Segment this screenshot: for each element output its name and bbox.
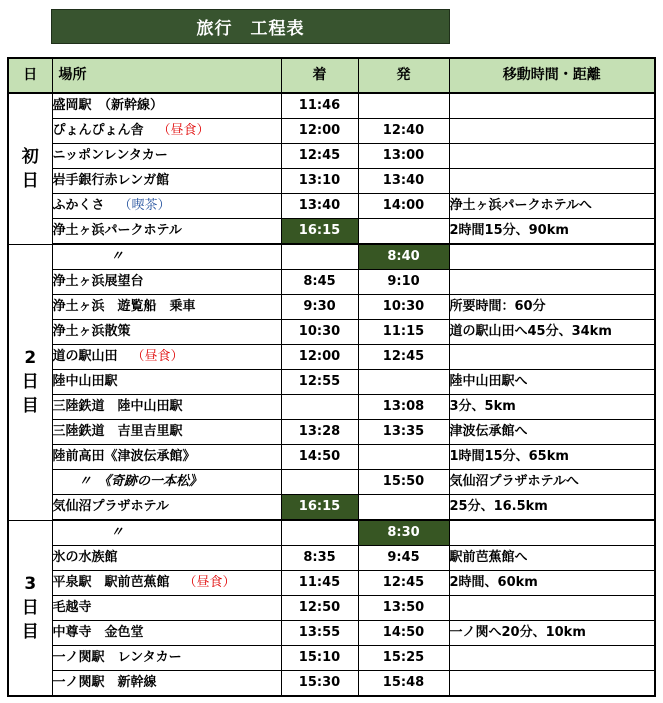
travel-note: 道の駅山田へ45分、34km <box>449 320 655 345</box>
place-cell <box>52 345 281 370</box>
depart-time: 9:45 <box>358 546 449 571</box>
place-name: ふかくさ <box>52 198 105 213</box>
header-arrive: 着 <box>281 58 358 93</box>
arrive-time: 12:45 <box>281 144 358 169</box>
meal-tag: （昼食） <box>157 123 210 138</box>
depart-time <box>358 495 449 521</box>
place-cell <box>52 119 281 144</box>
header-travel: 移動時間・距離 <box>449 58 655 93</box>
table-row <box>8 320 655 345</box>
place-cell <box>52 621 281 646</box>
place-cell <box>52 495 281 521</box>
header-place: 場所 <box>52 58 281 93</box>
depart-time: 15:48 <box>358 671 449 697</box>
itinerary-body <box>8 93 655 696</box>
depart-time: 15:25 <box>358 646 449 671</box>
depart-time <box>358 93 449 119</box>
place-name: 浄土ヶ浜散策 <box>52 324 131 339</box>
day-char: 初 <box>21 146 39 167</box>
travel-note: 2時間15分、90km <box>449 219 655 245</box>
travel-note <box>449 520 655 546</box>
arrive-time <box>281 520 358 546</box>
table-row <box>8 520 655 546</box>
place-cell <box>52 219 281 245</box>
travel-note: 浄土ヶ浜パークホテルへ <box>449 194 655 219</box>
place-cell <box>52 445 281 470</box>
depart-time: 14:00 <box>358 194 449 219</box>
header-day: 日 <box>8 58 52 93</box>
travel-note <box>449 144 655 169</box>
place-name: 毛越寺 <box>52 600 92 615</box>
arrive-time: 13:55 <box>281 621 358 646</box>
arrive-time <box>281 395 358 420</box>
table-row <box>8 93 655 119</box>
place-name: 〃 <box>110 249 124 264</box>
arrive-time <box>281 470 358 495</box>
arrive-time: 12:50 <box>281 596 358 621</box>
arrive-time: 15:10 <box>281 646 358 671</box>
place-cell <box>52 169 281 194</box>
table-row <box>8 621 655 646</box>
day-label <box>8 520 52 696</box>
place-cell <box>52 144 281 169</box>
table-row <box>8 646 655 671</box>
arrive-time: 15:30 <box>281 671 358 697</box>
place-cell <box>52 671 281 697</box>
day-char: 3 <box>24 573 37 594</box>
travel-note <box>449 345 655 370</box>
travel-note <box>449 119 655 144</box>
travel-note <box>449 93 655 119</box>
place-name: 気仙沼プラザホテル <box>52 499 169 514</box>
place-cell <box>52 244 281 270</box>
depart-time: 13:08 <box>358 395 449 420</box>
depart-time: 11:15 <box>358 320 449 345</box>
depart-time: 8:30 <box>358 520 449 546</box>
place-cell <box>52 546 281 571</box>
table-row <box>8 219 655 245</box>
arrive-time: 13:40 <box>281 194 358 219</box>
table-row <box>8 420 655 445</box>
travel-note: 1時間15分、65km <box>449 445 655 470</box>
depart-time: 13:50 <box>358 596 449 621</box>
place-name: 道の駅山田 <box>52 349 118 364</box>
day-label <box>8 244 52 520</box>
depart-time: 13:00 <box>358 144 449 169</box>
place-cell <box>52 571 281 596</box>
depart-time: 13:40 <box>358 169 449 194</box>
place-cell <box>52 93 281 119</box>
place-name: 氷の水族館 <box>52 550 118 565</box>
travel-note <box>449 169 655 194</box>
depart-time: 14:50 <box>358 621 449 646</box>
place-name: 盛岡駅 （新幹線） <box>52 98 164 113</box>
place-name: 陸中山田駅 <box>52 374 118 389</box>
depart-time: 12:45 <box>358 571 449 596</box>
travel-note: 陸中山田駅へ <box>449 370 655 395</box>
table-row <box>8 295 655 320</box>
itinerary-table <box>7 57 656 697</box>
arrive-time: 10:30 <box>281 320 358 345</box>
place-name: 陸前高田《津波伝承館》 <box>52 449 196 464</box>
arrive-time <box>281 244 358 270</box>
meal-tag: （昼食） <box>131 349 184 364</box>
place-cell <box>52 470 281 495</box>
arrive-time: 11:46 <box>281 93 358 119</box>
depart-time: 12:40 <box>358 119 449 144</box>
travel-note <box>449 671 655 697</box>
table-row <box>8 270 655 295</box>
day-char: 目 <box>21 621 39 642</box>
arrive-time: 9:30 <box>281 295 358 320</box>
place-name: 〃 <box>110 525 124 540</box>
place-cell <box>52 420 281 445</box>
depart-time <box>358 219 449 245</box>
travel-note <box>449 270 655 295</box>
arrive-time: 16:15 <box>281 495 358 521</box>
place-name: 浄土ヶ浜パークホテル <box>52 223 182 238</box>
arrive-time: 16:15 <box>281 219 358 245</box>
arrive-time: 12:00 <box>281 119 358 144</box>
table-row <box>8 546 655 571</box>
depart-time: 12:45 <box>358 345 449 370</box>
table-row <box>8 119 655 144</box>
place-name: ニッポンレンタカー <box>52 148 168 163</box>
place-cell <box>52 194 281 219</box>
arrive-time: 13:10 <box>281 169 358 194</box>
table-row <box>8 144 655 169</box>
place-name: 一ノ関駅 新幹線 <box>52 675 157 690</box>
table-row <box>8 596 655 621</box>
day-label <box>8 93 52 244</box>
depart-time: 13:35 <box>358 420 449 445</box>
travel-note: 気仙沼プラザホテルへ <box>449 470 655 495</box>
depart-time <box>358 370 449 395</box>
depart-time: 15:50 <box>358 470 449 495</box>
table-row <box>8 571 655 596</box>
place-cell <box>52 270 281 295</box>
arrive-time: 8:45 <box>281 270 358 295</box>
place-name: 浄土ヶ浜 遊覧船 乗車 <box>52 299 196 314</box>
travel-note: 25分、16.5km <box>449 495 655 521</box>
header-depart: 発 <box>358 58 449 93</box>
place-cell <box>52 596 281 621</box>
place-cell <box>52 370 281 395</box>
travel-note <box>449 244 655 270</box>
travel-note: 津波伝承館へ <box>449 420 655 445</box>
place-cell <box>52 646 281 671</box>
day-char: 日 <box>21 170 39 191</box>
arrive-time: 13:28 <box>281 420 358 445</box>
table-row <box>8 244 655 270</box>
table-row <box>8 671 655 697</box>
place-name: 三陸鉄道 吉里吉里駅 <box>52 424 183 439</box>
day-char: 日 <box>21 597 39 618</box>
table-row <box>8 470 655 495</box>
header-row <box>8 58 655 93</box>
depart-time: 8:40 <box>358 244 449 270</box>
meal-tag: （昼食） <box>183 575 236 590</box>
cafe-tag: （喫茶） <box>118 198 171 213</box>
place-cell <box>52 520 281 546</box>
arrive-time: 11:45 <box>281 571 358 596</box>
travel-note <box>449 646 655 671</box>
arrive-time: 12:55 <box>281 370 358 395</box>
table-row <box>8 169 655 194</box>
place-name: 浄土ヶ浜展望台 <box>52 274 144 289</box>
arrive-time: 8:35 <box>281 546 358 571</box>
travel-note <box>449 596 655 621</box>
table-row <box>8 495 655 521</box>
travel-note: 3分、5km <box>449 395 655 420</box>
place-cell <box>52 395 281 420</box>
place-name: 〃 《奇跡の一本松》 <box>78 474 203 489</box>
table-row <box>8 370 655 395</box>
day-char: 日 <box>21 372 39 392</box>
place-name: 平泉駅 駅前芭蕉館 <box>52 575 170 590</box>
place-name: 一ノ関駅 レンタカー <box>52 650 182 665</box>
place-name: 三陸鉄道 陸中山田駅 <box>52 399 183 414</box>
day-char: 2 <box>24 348 37 368</box>
place-name: 中尊寺 金色堂 <box>52 625 144 640</box>
table-row <box>8 395 655 420</box>
table-row <box>8 345 655 370</box>
depart-time <box>358 445 449 470</box>
place-name: ぴょんぴょん舎 <box>52 123 144 138</box>
arrive-time: 12:00 <box>281 345 358 370</box>
depart-time: 10:30 <box>358 295 449 320</box>
travel-note: 一ノ関へ20分、10km <box>449 621 655 646</box>
page-title: 旅行 工程表 <box>51 9 450 44</box>
day-char: 目 <box>21 396 39 416</box>
place-cell <box>52 320 281 345</box>
table-row <box>8 194 655 219</box>
depart-time: 9:10 <box>358 270 449 295</box>
travel-note: 駅前芭蕉館へ <box>449 546 655 571</box>
table-row <box>8 445 655 470</box>
place-name: 岩手銀行赤レンガ館 <box>52 173 170 188</box>
travel-note: 2時間、60km <box>449 571 655 596</box>
arrive-time: 14:50 <box>281 445 358 470</box>
travel-note: 所要時間：60分 <box>449 295 655 320</box>
place-cell <box>52 295 281 320</box>
